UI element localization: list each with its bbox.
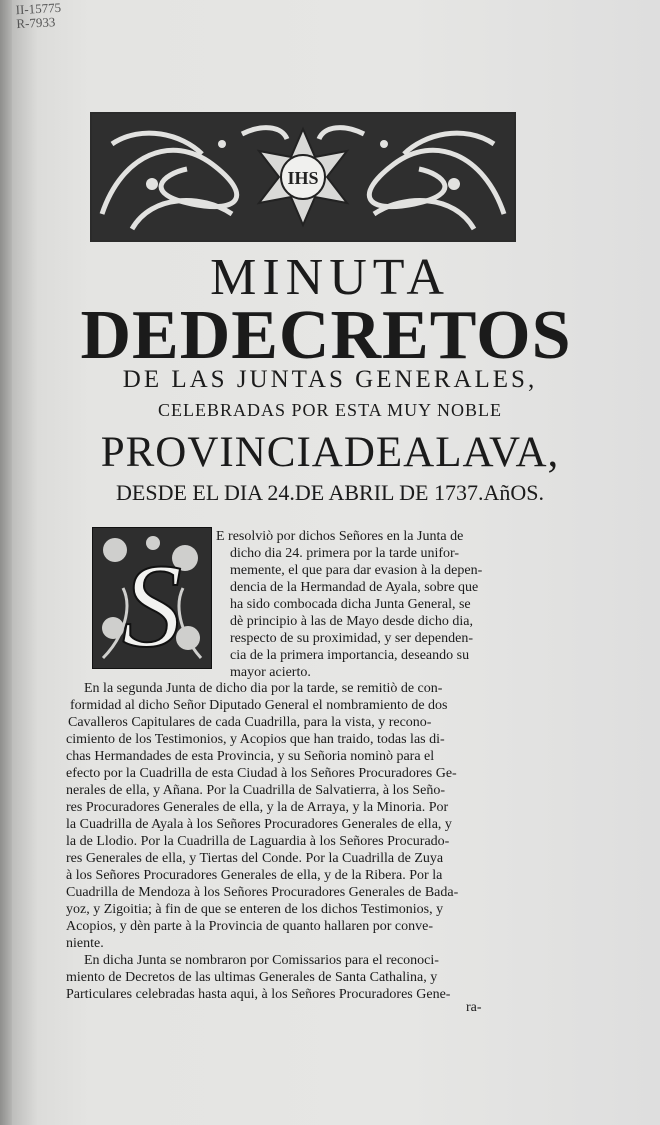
bleed-through [590,150,660,210]
title-provincia-alava: PROVINCIADEALAVA, [100,429,560,476]
title-celebradas: CELEBRADAS POR ESTA MUY NOBLE [158,400,502,420]
body-line: Acopios, y dèn parte à la Provincia de quanto hallaren por conve- [66,919,433,934]
title-de-decretos: DEDECRETOS [80,297,572,374]
stamp-line-1: II-15775 [15,0,62,18]
body-line: miento de Decretos de las ultimas Generales de Santa Cathalina, y [66,970,438,985]
title-minuta: MINUTA [210,249,450,306]
body-line: res Procuradores Generales de ella, y la de Arraya, y la Minoria. Por [66,800,449,815]
body-line: dicho dia 24. primera por la tarde unifor- [230,546,460,561]
library-stamp [15,1,62,31]
body-line: Cavalleros Capitulares de cada Cuadrilla, para la vista, y recono- [68,715,432,730]
body-line: chas Hermandades de esta Provincia, y su Señoria nominò para el [66,749,435,764]
body-line: memente, el que para dar evasion à la depen- [230,563,483,578]
title-juntas-generales: DE LAS JUNTAS GENERALES, [122,366,538,393]
decorated-initial [92,527,212,669]
body-line: cimiento de los Testimonios, y Acopios que han traido, todas las di- [66,732,445,747]
body-line: En la segunda Junta de dicho dia por la tarde, se remitiò de con- [84,681,443,696]
decorated-initial-image [93,528,211,668]
headpiece-ornament-image [92,114,514,240]
body-line: Particulares celebradas hasta aqui, à los Señores Procuradores Gene- [66,987,451,1002]
body-line: à los Señores Procuradores Generales de ella, y de la Ribera. Por la [66,868,443,883]
body-line: la de Llodio. Por la Cuadrilla de Laguardia à los Señores Procurado- [66,834,450,849]
book-binding [0,0,12,1125]
body-line: ha sido combocada dicha Junta General, se [230,597,471,612]
initial-letter: S [122,539,182,668]
body-line: respecto de su proximidad, y ser dependen- [230,631,473,646]
body-line: E resolviò por dichos Señores en la Junta de [216,529,464,544]
title-date: DESDE EL DIA 24.DE ABRIL DE 1737.AñOS. [116,480,544,505]
body-line: dè principio à las de Mayo desde dicho dia, [230,614,473,629]
body-line: formidad al dicho Señor Diputado General el nombramiento de dos [70,698,448,713]
body-line: dencia de la Hermandad de Ayala, sobre que [230,580,479,595]
catchword: ra- [466,1000,482,1015]
body-line: res Generales de ella, y Tiertas del Conde. Por la Cuadrilla de Zuya [66,851,444,866]
body-line: mayor acierto. [230,665,311,680]
body-line: Cuadrilla de Mendoza à los Señores Procuradores Generales de Bada- [66,885,459,900]
body-line: niente. [66,936,104,951]
body-line: efecto por la Cuadrilla de esta Ciudad à los Señores Procuradores Ge- [66,766,457,781]
body-line: nerales de ella, y Añana. Por la Cuadrilla de Salvatierra, à los Seño- [66,783,446,798]
body-line: cia de la primera importancia, deseando su [230,648,470,663]
body-line: la Cuadrilla de Ayala à los Señores Procuradores Generales de ella, y [66,817,452,832]
body-line: yoz, y Zigoitia; à fin de que se enteren de los dichos Testimonios, y [66,902,444,917]
stamp-line-2: R-7933 [15,14,56,32]
ihs-monogram: IHS [287,168,319,188]
ornamental-headpiece [90,112,516,242]
body-line: En dicha Junta se nombraron por Comissarios para el reconoci- [84,953,439,968]
